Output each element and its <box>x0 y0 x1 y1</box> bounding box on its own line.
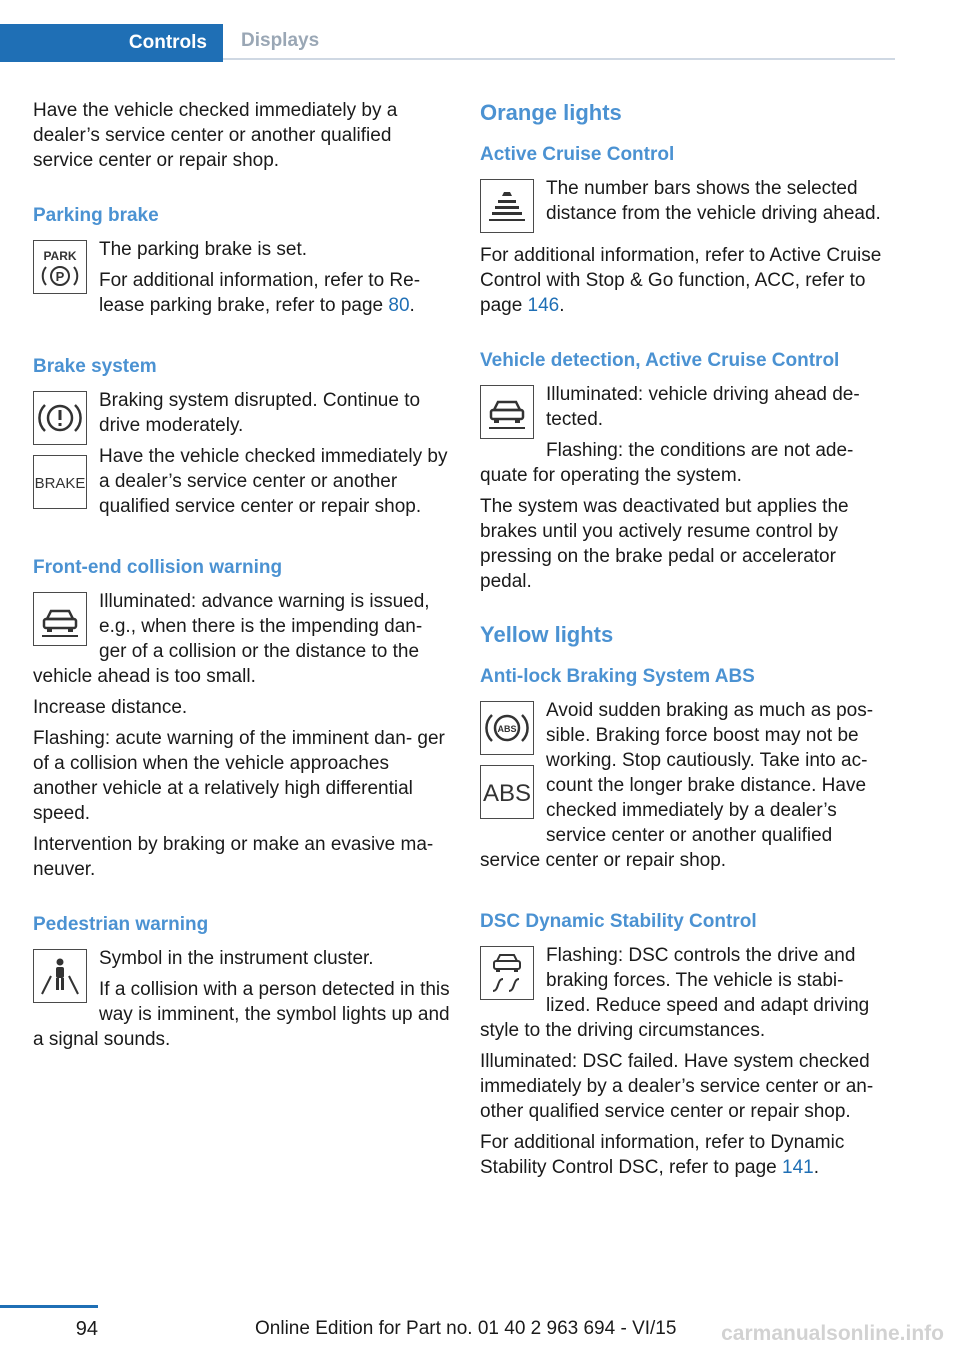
abs-heading: Anti-lock Braking System ABS <box>480 666 755 687</box>
intro-paragraph: Have the vehicle checked immediately by a dealer’s service center or another qualified service center or repair shop. <box>33 100 398 171</box>
vehicle-detection-heading: Vehicle detection, Active Cruise Control <box>480 350 840 371</box>
page-number: 94 <box>75 1318 98 1340</box>
abs-icon-label: ABS <box>482 780 532 807</box>
front-collision-text-4: Intervention by braking or make an evasive ma‐ neuver. <box>33 834 434 880</box>
acc-text-2: For additional information, refer to Active Cruise Control with Stop & Go function, ACC, refer to page 146. <box>480 245 882 316</box>
abs-circle-icon <box>480 701 534 755</box>
parking-brake-text-1: The parking brake is set. <box>99 239 308 260</box>
pedestrian-warning-icons <box>33 949 89 1013</box>
abs-circle-label: ABS <box>497 724 517 734</box>
tab-controls[interactable]: Controls <box>0 24 223 62</box>
parking-brake-text-2: For additional information, refer to Re‐ lease parking brake, refer to page 80. <box>99 270 421 316</box>
acc-text-1: The number bars shows the selected distance from the vehicle driving ahead. <box>546 178 881 224</box>
page-link-80[interactable]: 80 <box>388 295 410 316</box>
abs-text-1: Avoid sudden braking as much as pos‐ sible. Braking force boost may not be working. Stop cautiously. Take into ac‐ count the longer brake distance. Have checked immediately by a dealer’s service center or another qualified service center or repair shop. <box>480 700 874 871</box>
edition-text: Online Edition for Part no. 01 40 2 963 694 - VI/15 <box>255 1318 677 1339</box>
dsc-text-3: For additional information, refer to Dynamic Stability Control DSC, refer to page 141. <box>480 1132 845 1178</box>
front-collision-text-3: Flashing: acute warning of the imminent dan‐ ger of a collision when the vehicle approaches another vehicle at a relatively high differential speed. <box>33 728 445 824</box>
page-link-141[interactable]: 141 <box>782 1157 814 1178</box>
acc-icons <box>480 179 536 243</box>
vehicle-detection-text-3: The system was deactivated but applies the brakes until you actively resume control by pressing on the brake pedal or accelerator pedal. <box>480 496 849 592</box>
pedestrian-warning-heading: Pedestrian warning <box>33 914 209 935</box>
dsc-icons <box>480 946 536 1010</box>
acc-heading: Active Cruise Control <box>480 144 675 165</box>
park-icon-label: PARK <box>43 249 77 263</box>
front-collision-icons <box>33 592 89 656</box>
brake-text-icon <box>33 455 87 509</box>
brake-system-text-2: Have the vehicle checked immediately by a dealer’s service center or another qualified service center or repair shop. <box>99 446 448 517</box>
dsc-heading: DSC Dynamic Stability Control <box>480 911 757 932</box>
page-link-146[interactable]: 146 <box>527 295 560 316</box>
yellow-lights-heading: Yellow lights <box>480 622 614 647</box>
front-collision-text-1: Illuminated: advance warning is issued, e.g., when there is the impending dan‐ ger of a collision or the distance to the vehicle ahead is too small. <box>33 591 430 687</box>
pedestrian-warning-text-1: Symbol in the instrument cluster. <box>99 948 374 969</box>
brake-system-heading: Brake system <box>33 356 157 377</box>
tab-displays[interactable]: Displays <box>223 24 895 60</box>
dsc-skid-icon <box>480 946 534 1000</box>
right-column <box>480 98 892 1186</box>
dsc-text-1: Flashing: DSC controls the drive and braking forces. The vehicle is stabi‐ lized. Reduce speed and adapt driving style to the driving circumstances. <box>480 945 870 1041</box>
brake-icon-label: BRAKE <box>35 475 85 492</box>
abs-text-icon <box>480 765 534 819</box>
abs-icons <box>480 701 536 829</box>
brake-warning-icon <box>33 391 87 445</box>
parking-brake-heading: Parking brake <box>33 205 159 226</box>
acc-distance-icon <box>480 179 534 233</box>
front-collision-text-2: Increase distance. <box>33 697 188 718</box>
header-tabs <box>0 24 895 62</box>
watermark: carmanualsonline.info <box>721 1322 944 1345</box>
brake-system-text-1: Braking system disrupted. Continue to drive moderately. <box>99 390 421 436</box>
brake-system-icons <box>33 391 89 519</box>
pedestrian-icon <box>33 949 87 1003</box>
pedestrian-warning-text-2: If a collision with a person detected in this way is imminent, the symbol lights up and a signal sounds. <box>33 979 450 1050</box>
front-collision-heading: Front-end collision warning <box>33 557 283 578</box>
footer-accent-line <box>0 1305 98 1308</box>
vehicle-detection-car-icon <box>480 385 534 439</box>
vehicle-detection-text-1: Illuminated: vehicle driving ahead de‐ tected. <box>546 384 860 430</box>
left-column <box>33 98 451 1058</box>
vehicle-detection-icons <box>480 385 536 449</box>
vehicle-detection-text-2: Flashing: the conditions are not ade‐ quate for operating the system. <box>480 440 854 486</box>
svg-text:P: P <box>55 269 65 284</box>
parking-brake-icons <box>33 240 89 304</box>
dsc-text-2: Illuminated: DSC failed. Have system checked immediately by a dealer’s service center or an‐ other qualified service center or repair shop. <box>480 1051 874 1122</box>
park-brake-icon <box>33 240 87 294</box>
front-collision-car-icon <box>33 592 87 646</box>
orange-lights-heading: Orange lights <box>480 100 622 125</box>
